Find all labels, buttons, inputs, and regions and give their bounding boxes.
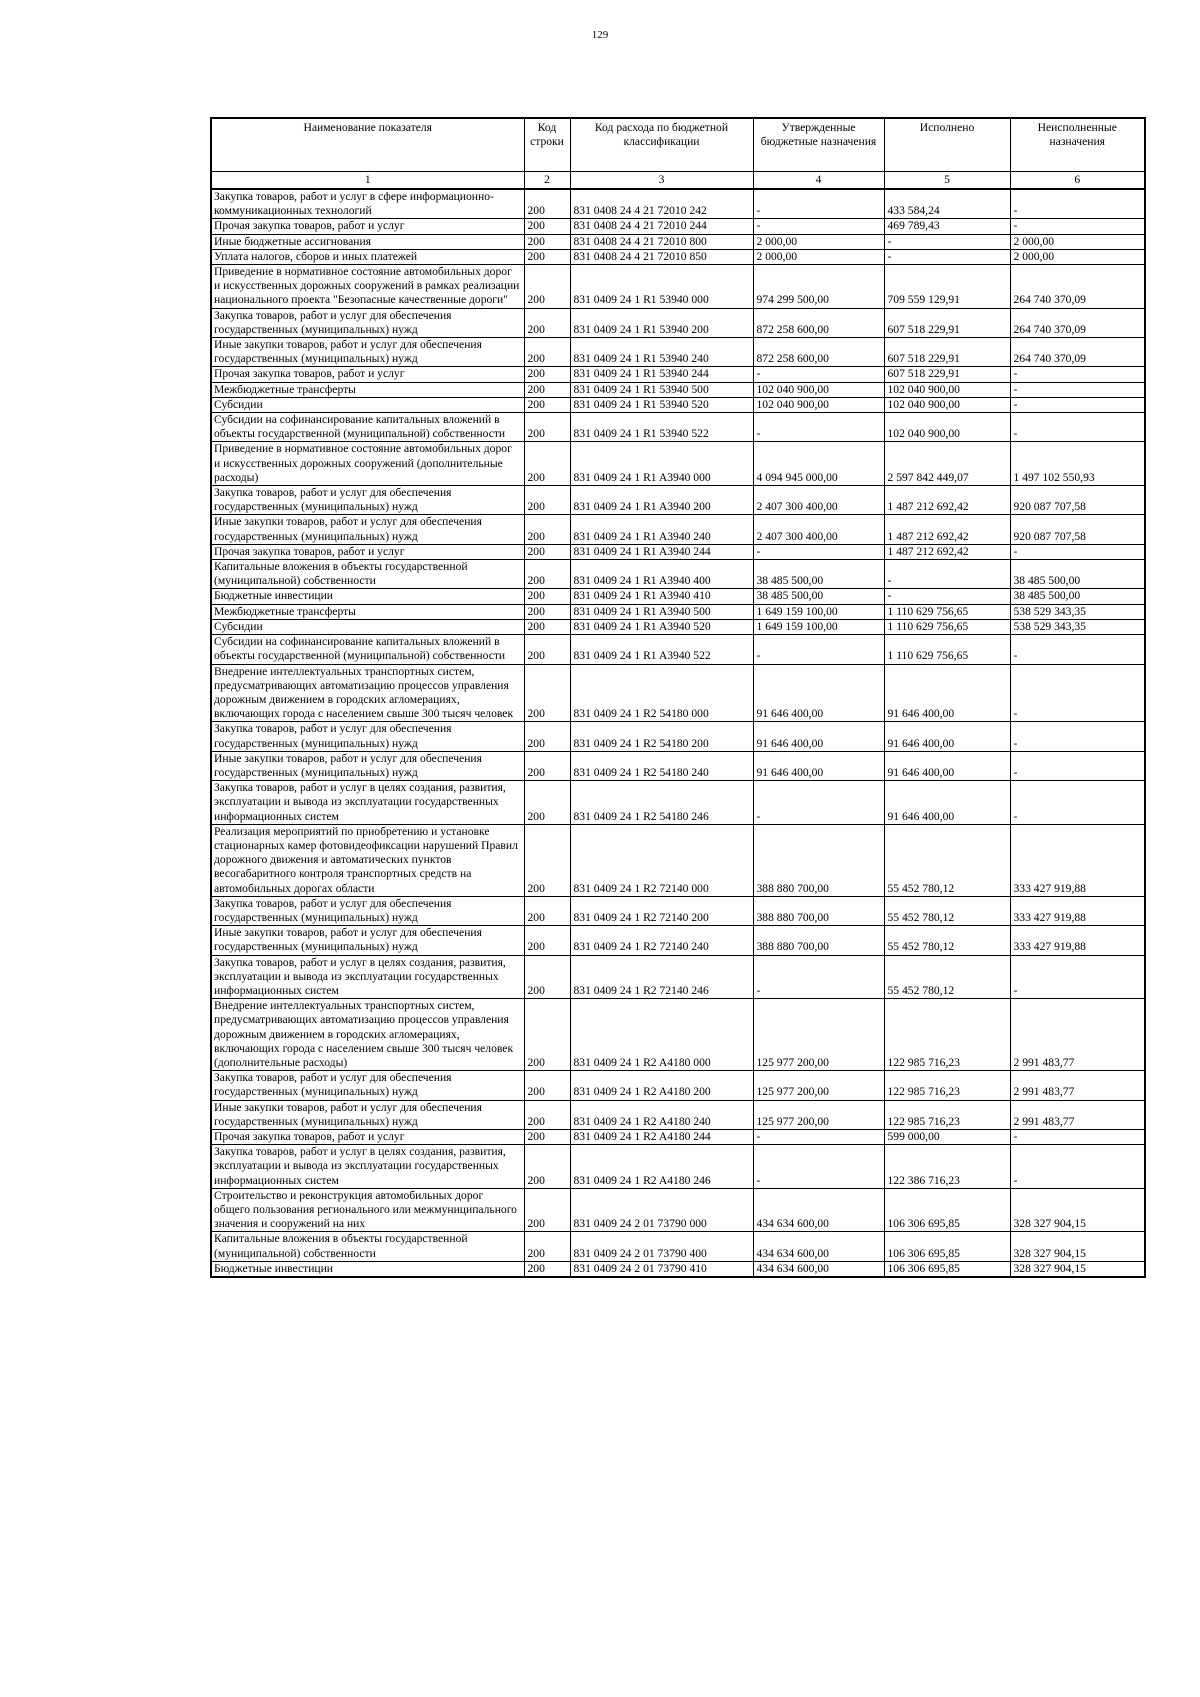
- row-code-cell: 831 0409 24 1 R2 A4180 200: [570, 1071, 753, 1100]
- row-executed-cell: 106 306 695,85: [884, 1232, 1010, 1261]
- row-code-cell: 831 0409 24 2 01 73790 400: [570, 1232, 753, 1261]
- table-row: [211, 1145, 1145, 1189]
- row-code-cell: 831 0409 24 1 R2 A4180 246: [570, 1145, 753, 1189]
- row-executed-cell: 55 452 780,12: [884, 955, 1010, 999]
- row-name-cell: Закупка товаров, работ и услуг в целях создания, развития, эксплуатации и вывода из эксплуатации государственных информационных систем: [211, 1145, 524, 1189]
- table-row: [211, 619, 1145, 634]
- row-name-cell: Иные закупки товаров, работ и услуг для обеспечения государственных (муниципальных) нужд: [211, 1100, 524, 1129]
- row-code-cell: 831 0409 24 1 R2 72140 000: [570, 824, 753, 896]
- row-line-cell: 200: [524, 1232, 570, 1261]
- table-row: [211, 442, 1145, 486]
- row-name-cell: Закупка товаров, работ и услуг для обеспечения государственных (муниципальных) нужд: [211, 1071, 524, 1100]
- row-line-cell: 200: [524, 722, 570, 751]
- row-unexecuted-cell: 538 529 343,35: [1010, 619, 1145, 634]
- row-approved-cell: 872 258 600,00: [753, 308, 884, 337]
- table-row: [211, 413, 1145, 442]
- row-code-cell: 831 0408 24 4 21 72010 244: [570, 219, 753, 234]
- row-executed-cell: 91 646 400,00: [884, 781, 1010, 825]
- header-unexecuted: Неисполненные назначения: [1010, 118, 1145, 172]
- row-unexecuted-cell: 333 427 919,88: [1010, 926, 1145, 955]
- budget-execution-table: [210, 117, 1146, 1278]
- row-unexecuted-cell: 920 087 707,58: [1010, 515, 1145, 544]
- row-line-cell: 200: [524, 560, 570, 589]
- row-line-cell: 200: [524, 955, 570, 999]
- row-line-cell: 200: [524, 189, 570, 219]
- row-unexecuted-cell: 2 991 483,77: [1010, 999, 1145, 1071]
- row-approved-cell: -: [753, 955, 884, 999]
- row-name-cell: Межбюджетные трансферты: [211, 382, 524, 397]
- row-unexecuted-cell: 2 991 483,77: [1010, 1100, 1145, 1129]
- row-executed-cell: 469 789,43: [884, 219, 1010, 234]
- row-unexecuted-cell: 1 497 102 550,93: [1010, 442, 1145, 486]
- header-expense-code: Код расхода по бюджетной классификации: [570, 118, 753, 172]
- row-unexecuted-cell: 333 427 919,88: [1010, 896, 1145, 925]
- row-executed-cell: 1 110 629 756,65: [884, 619, 1010, 634]
- row-name-cell: Приведение в нормативное состояние автомобильных дорог и искусственных дорожных сооружений в рамках реализации национального проекта "Безопасные качественные дороги": [211, 265, 524, 309]
- row-unexecuted-cell: -: [1010, 722, 1145, 751]
- row-unexecuted-cell: -: [1010, 413, 1145, 442]
- row-line-cell: 200: [524, 265, 570, 309]
- row-name-cell: Закупка товаров, работ и услуг для обеспечения государственных (муниципальных) нужд: [211, 486, 524, 515]
- row-line-cell: 200: [524, 486, 570, 515]
- row-code-cell: 831 0409 24 1 R2 72140 200: [570, 896, 753, 925]
- row-approved-cell: 125 977 200,00: [753, 1071, 884, 1100]
- row-executed-cell: -: [884, 560, 1010, 589]
- table-row: [211, 515, 1145, 544]
- row-name-cell: Закупка товаров, работ и услуг для обеспечения государственных (муниципальных) нужд: [211, 722, 524, 751]
- row-code-cell: 831 0409 24 2 01 73790 000: [570, 1188, 753, 1232]
- row-approved-cell: 125 977 200,00: [753, 1100, 884, 1129]
- row-name-cell: Прочая закупка товаров, работ и услуг: [211, 544, 524, 559]
- row-executed-cell: 607 518 229,91: [884, 338, 1010, 367]
- row-approved-cell: 974 299 500,00: [753, 265, 884, 309]
- table-row: [211, 589, 1145, 604]
- row-code-cell: 831 0409 24 1 R1 A3940 244: [570, 544, 753, 559]
- row-unexecuted-cell: 328 327 904,15: [1010, 1188, 1145, 1232]
- row-unexecuted-cell: 328 327 904,15: [1010, 1261, 1145, 1277]
- row-name-cell: Субсидии: [211, 397, 524, 412]
- row-executed-cell: 709 559 129,91: [884, 265, 1010, 309]
- row-executed-cell: 433 584,24: [884, 189, 1010, 219]
- table-row: [211, 265, 1145, 309]
- row-unexecuted-cell: -: [1010, 367, 1145, 382]
- table-row: [211, 1071, 1145, 1100]
- row-approved-cell: 434 634 600,00: [753, 1188, 884, 1232]
- row-executed-cell: 91 646 400,00: [884, 664, 1010, 722]
- row-line-cell: 200: [524, 896, 570, 925]
- row-line-cell: 200: [524, 413, 570, 442]
- row-unexecuted-cell: -: [1010, 544, 1145, 559]
- row-code-cell: 831 0409 24 1 R1 53940 240: [570, 338, 753, 367]
- header-row: [211, 118, 1145, 172]
- row-approved-cell: -: [753, 189, 884, 219]
- row-approved-cell: 2 407 300 400,00: [753, 515, 884, 544]
- row-line-cell: 200: [524, 1100, 570, 1129]
- row-unexecuted-cell: 538 529 343,35: [1010, 604, 1145, 619]
- row-code-cell: 831 0409 24 1 R2 54180 000: [570, 664, 753, 722]
- row-code-cell: 831 0409 24 1 R1 A3940 520: [570, 619, 753, 634]
- row-code-cell: 831 0409 24 2 01 73790 410: [570, 1261, 753, 1277]
- table-row: [211, 751, 1145, 780]
- row-approved-cell: 434 634 600,00: [753, 1232, 884, 1261]
- row-approved-cell: -: [753, 781, 884, 825]
- row-code-cell: 831 0409 24 1 R2 A4180 240: [570, 1100, 753, 1129]
- row-name-cell: Иные закупки товаров, работ и услуг для обеспечения государственных (муниципальных) нужд: [211, 926, 524, 955]
- page-number: 129: [591, 29, 609, 41]
- row-name-cell: Прочая закупка товаров, работ и услуг: [211, 1130, 524, 1145]
- row-executed-cell: 122 985 716,23: [884, 999, 1010, 1071]
- row-executed-cell: 106 306 695,85: [884, 1261, 1010, 1277]
- column-number: 4: [753, 172, 884, 190]
- row-executed-cell: -: [884, 589, 1010, 604]
- row-name-cell: Закупка товаров, работ и услуг для обеспечения государственных (муниципальных) нужд: [211, 308, 524, 337]
- row-executed-cell: 122 386 716,23: [884, 1145, 1010, 1189]
- row-line-cell: 200: [524, 1188, 570, 1232]
- row-line-cell: 200: [524, 442, 570, 486]
- row-unexecuted-cell: 2 000,00: [1010, 234, 1145, 249]
- row-code-cell: 831 0409 24 1 R1 53940 500: [570, 382, 753, 397]
- row-executed-cell: 1 110 629 756,65: [884, 604, 1010, 619]
- row-approved-cell: 91 646 400,00: [753, 722, 884, 751]
- row-line-cell: 200: [524, 781, 570, 825]
- row-line-cell: 200: [524, 824, 570, 896]
- row-executed-cell: 607 518 229,91: [884, 367, 1010, 382]
- table-row: [211, 824, 1145, 896]
- row-executed-cell: 1 487 212 692,42: [884, 486, 1010, 515]
- row-code-cell: 831 0408 24 4 21 72010 242: [570, 189, 753, 219]
- row-unexecuted-cell: -: [1010, 781, 1145, 825]
- row-name-cell: Внедрение интеллектуальных транспортных систем, предусматривающих автоматизацию процессов управления дорожным движением в городских агломерациях, включающих города с населением свыше 300 тысяч человек: [211, 664, 524, 722]
- row-line-cell: 200: [524, 999, 570, 1071]
- row-approved-cell: -: [753, 1145, 884, 1189]
- row-line-cell: 200: [524, 926, 570, 955]
- row-executed-cell: 55 452 780,12: [884, 824, 1010, 896]
- table-body: [211, 189, 1145, 1277]
- row-executed-cell: -: [884, 234, 1010, 249]
- row-name-cell: Строительство и реконструкция автомобильных дорог общего пользования регионального или межмуниципального значения и сооружений на них: [211, 1188, 524, 1232]
- row-approved-cell: 872 258 600,00: [753, 338, 884, 367]
- row-code-cell: 831 0409 24 1 R1 A3940 000: [570, 442, 753, 486]
- row-line-cell: 200: [524, 1130, 570, 1145]
- row-unexecuted-cell: 333 427 919,88: [1010, 824, 1145, 896]
- row-line-cell: 200: [524, 249, 570, 264]
- header-executed: Исполнено: [884, 118, 1010, 172]
- row-executed-cell: 91 646 400,00: [884, 751, 1010, 780]
- table-row: [211, 1130, 1145, 1145]
- row-name-cell: Внедрение интеллектуальных транспортных систем, предусматривающих автоматизацию процессов управления дорожным движением в городских агломерациях, включающих города с населением свыше 300 тысяч человек (дополнительные расходы): [211, 999, 524, 1071]
- column-number: 3: [570, 172, 753, 190]
- row-unexecuted-cell: -: [1010, 189, 1145, 219]
- row-name-cell: Иные закупки товаров, работ и услуг для обеспечения государственных (муниципальных) нужд: [211, 751, 524, 780]
- table-row: [211, 604, 1145, 619]
- row-executed-cell: 106 306 695,85: [884, 1188, 1010, 1232]
- row-code-cell: 831 0409 24 1 R1 53940 000: [570, 265, 753, 309]
- row-executed-cell: 1 110 629 756,65: [884, 635, 1010, 664]
- header-indicator-name: Наименование показателя: [211, 118, 524, 172]
- row-name-cell: Капитальные вложения в объекты государственной (муниципальной) собственности: [211, 560, 524, 589]
- row-approved-cell: 2 000,00: [753, 234, 884, 249]
- row-approved-cell: 91 646 400,00: [753, 751, 884, 780]
- row-code-cell: 831 0409 24 1 R1 53940 520: [570, 397, 753, 412]
- table-row: [211, 249, 1145, 264]
- row-unexecuted-cell: 328 327 904,15: [1010, 1232, 1145, 1261]
- row-unexecuted-cell: -: [1010, 751, 1145, 780]
- row-line-cell: 200: [524, 544, 570, 559]
- table-row: [211, 635, 1145, 664]
- row-line-cell: 200: [524, 751, 570, 780]
- table-row: [211, 219, 1145, 234]
- row-approved-cell: 102 040 900,00: [753, 397, 884, 412]
- table-row: [211, 1188, 1145, 1232]
- row-code-cell: 831 0409 24 1 R1 A3940 410: [570, 589, 753, 604]
- row-name-cell: Бюджетные инвестиции: [211, 1261, 524, 1277]
- row-executed-cell: 55 452 780,12: [884, 896, 1010, 925]
- header-approved: Утвержденные бюджетные назначения: [753, 118, 884, 172]
- row-name-cell: Капитальные вложения в объекты государственной (муниципальной) собственности: [211, 1232, 524, 1261]
- row-line-cell: 200: [524, 604, 570, 619]
- row-unexecuted-cell: -: [1010, 635, 1145, 664]
- row-code-cell: 831 0409 24 1 R1 A3940 400: [570, 560, 753, 589]
- row-line-cell: 200: [524, 1071, 570, 1100]
- row-unexecuted-cell: 264 740 370,09: [1010, 265, 1145, 309]
- row-name-cell: Прочая закупка товаров, работ и услуг: [211, 219, 524, 234]
- row-name-cell: Прочая закупка товаров, работ и услуг: [211, 367, 524, 382]
- row-approved-cell: -: [753, 635, 884, 664]
- column-number: 5: [884, 172, 1010, 190]
- table-row: [211, 382, 1145, 397]
- row-executed-cell: 102 040 900,00: [884, 413, 1010, 442]
- row-name-cell: Иные закупки товаров, работ и услуг для обеспечения государственных (муниципальных) нужд: [211, 338, 524, 367]
- table-row: [211, 926, 1145, 955]
- row-name-cell: Закупка товаров, работ и услуг в сфере информационно-коммуникационных технологий: [211, 189, 524, 219]
- row-name-cell: Приведение в нормативное состояние автомобильных дорог и искусственных дорожных сооружений (дополнительные расходы): [211, 442, 524, 486]
- row-code-cell: 831 0409 24 1 R2 54180 200: [570, 722, 753, 751]
- row-approved-cell: -: [753, 367, 884, 382]
- row-executed-cell: 1 487 212 692,42: [884, 544, 1010, 559]
- row-code-cell: 831 0409 24 1 R2 A4180 244: [570, 1130, 753, 1145]
- column-number: 2: [524, 172, 570, 190]
- row-name-cell: Иные бюджетные ассигнования: [211, 234, 524, 249]
- row-code-cell: 831 0408 24 4 21 72010 850: [570, 249, 753, 264]
- row-line-cell: 200: [524, 1261, 570, 1277]
- row-approved-cell: 1 649 159 100,00: [753, 619, 884, 634]
- row-name-cell: Межбюджетные трансферты: [211, 604, 524, 619]
- row-name-cell: Субсидии на софинансирование капитальных вложений в объекты государственной (муниципальной) собственности: [211, 413, 524, 442]
- row-code-cell: 831 0409 24 1 R2 54180 246: [570, 781, 753, 825]
- row-approved-cell: 388 880 700,00: [753, 896, 884, 925]
- table-row: [211, 189, 1145, 219]
- row-approved-cell: -: [753, 413, 884, 442]
- row-line-cell: 200: [524, 664, 570, 722]
- row-executed-cell: 2 597 842 449,07: [884, 442, 1010, 486]
- row-code-cell: 831 0409 24 1 R2 72140 240: [570, 926, 753, 955]
- row-approved-cell: 434 634 600,00: [753, 1261, 884, 1277]
- row-unexecuted-cell: -: [1010, 382, 1145, 397]
- table-row: [211, 1232, 1145, 1261]
- row-unexecuted-cell: 264 740 370,09: [1010, 308, 1145, 337]
- row-line-cell: 200: [524, 219, 570, 234]
- row-line-cell: 200: [524, 397, 570, 412]
- row-executed-cell: 102 040 900,00: [884, 397, 1010, 412]
- row-unexecuted-cell: -: [1010, 1130, 1145, 1145]
- table-row: [211, 367, 1145, 382]
- row-executed-cell: 599 000,00: [884, 1130, 1010, 1145]
- row-name-cell: Иные закупки товаров, работ и услуг для обеспечения государственных (муниципальных) нужд: [211, 515, 524, 544]
- row-line-cell: 200: [524, 1145, 570, 1189]
- row-unexecuted-cell: -: [1010, 664, 1145, 722]
- table-row: [211, 781, 1145, 825]
- row-executed-cell: 122 985 716,23: [884, 1071, 1010, 1100]
- row-name-cell: Закупка товаров, работ и услуг в целях создания, развития, эксплуатации и вывода из эксплуатации государственных информационных систем: [211, 781, 524, 825]
- table-row: [211, 234, 1145, 249]
- row-code-cell: 831 0409 24 1 R1 A3940 522: [570, 635, 753, 664]
- row-approved-cell: -: [753, 219, 884, 234]
- row-unexecuted-cell: 2 991 483,77: [1010, 1071, 1145, 1100]
- row-line-cell: 200: [524, 234, 570, 249]
- table-row: [211, 999, 1145, 1071]
- table-row: [211, 544, 1145, 559]
- row-name-cell: Бюджетные инвестиции: [211, 589, 524, 604]
- row-line-cell: 200: [524, 382, 570, 397]
- column-number: 1: [211, 172, 524, 190]
- row-approved-cell: 2 000,00: [753, 249, 884, 264]
- table-row: [211, 664, 1145, 722]
- row-code-cell: 831 0409 24 1 R2 54180 240: [570, 751, 753, 780]
- row-line-cell: 200: [524, 367, 570, 382]
- row-executed-cell: 91 646 400,00: [884, 722, 1010, 751]
- row-approved-cell: 2 407 300 400,00: [753, 486, 884, 515]
- table-row: [211, 955, 1145, 999]
- row-approved-cell: 102 040 900,00: [753, 382, 884, 397]
- table-row: [211, 560, 1145, 589]
- table-row: [211, 722, 1145, 751]
- row-name-cell: Закупка товаров, работ и услуг в целях создания, развития, эксплуатации и вывода из эксплуатации государственных информационных систем: [211, 955, 524, 999]
- row-executed-cell: 55 452 780,12: [884, 926, 1010, 955]
- row-code-cell: 831 0409 24 1 R2 72140 246: [570, 955, 753, 999]
- row-code-cell: 831 0409 24 1 R1 A3940 240: [570, 515, 753, 544]
- row-executed-cell: 122 985 716,23: [884, 1100, 1010, 1129]
- table-row: [211, 1100, 1145, 1129]
- row-unexecuted-cell: 920 087 707,58: [1010, 486, 1145, 515]
- row-executed-cell: 607 518 229,91: [884, 308, 1010, 337]
- row-executed-cell: 102 040 900,00: [884, 382, 1010, 397]
- row-approved-cell: -: [753, 1130, 884, 1145]
- table-row: [211, 486, 1145, 515]
- row-name-cell: Закупка товаров, работ и услуг для обеспечения государственных (муниципальных) нужд: [211, 896, 524, 925]
- row-unexecuted-cell: -: [1010, 955, 1145, 999]
- row-approved-cell: 91 646 400,00: [753, 664, 884, 722]
- row-unexecuted-cell: 38 485 500,00: [1010, 560, 1145, 589]
- row-code-cell: 831 0409 24 1 R1 53940 522: [570, 413, 753, 442]
- row-name-cell: Субсидии: [211, 619, 524, 634]
- row-name-cell: Реализация мероприятий по приобретению и установке стационарных камер фотовидеофиксации нарушений Правил дорожного движения и автоматических пунктов весогабаритного контроля транспортных средств на автомобильных дорогах области: [211, 824, 524, 896]
- row-unexecuted-cell: 38 485 500,00: [1010, 589, 1145, 604]
- row-approved-cell: 38 485 500,00: [753, 560, 884, 589]
- header-line-code: Код строки: [524, 118, 570, 172]
- table-row: [211, 338, 1145, 367]
- row-approved-cell: 388 880 700,00: [753, 926, 884, 955]
- row-executed-cell: -: [884, 249, 1010, 264]
- row-code-cell: 831 0408 24 4 21 72010 800: [570, 234, 753, 249]
- row-line-cell: 200: [524, 338, 570, 367]
- row-approved-cell: 1 649 159 100,00: [753, 604, 884, 619]
- row-name-cell: Субсидии на софинансирование капитальных вложений в объекты государственной (муниципальной) собственности: [211, 635, 524, 664]
- row-approved-cell: 388 880 700,00: [753, 824, 884, 896]
- table-row: [211, 1261, 1145, 1277]
- row-line-cell: 200: [524, 619, 570, 634]
- row-code-cell: 831 0409 24 1 R1 53940 200: [570, 308, 753, 337]
- row-approved-cell: 125 977 200,00: [753, 999, 884, 1071]
- row-code-cell: 831 0409 24 1 R2 A4180 000: [570, 999, 753, 1071]
- row-line-cell: 200: [524, 589, 570, 604]
- table-row: [211, 896, 1145, 925]
- row-code-cell: 831 0409 24 1 R1 A3940 500: [570, 604, 753, 619]
- table-row: [211, 397, 1145, 412]
- row-line-cell: 200: [524, 308, 570, 337]
- row-line-cell: 200: [524, 515, 570, 544]
- row-code-cell: 831 0409 24 1 R1 53940 244: [570, 367, 753, 382]
- row-unexecuted-cell: -: [1010, 219, 1145, 234]
- row-executed-cell: 1 487 212 692,42: [884, 515, 1010, 544]
- row-unexecuted-cell: 2 000,00: [1010, 249, 1145, 264]
- column-number-row: [211, 172, 1145, 190]
- row-name-cell: Уплата налогов, сборов и иных платежей: [211, 249, 524, 264]
- row-line-cell: 200: [524, 635, 570, 664]
- row-approved-cell: -: [753, 544, 884, 559]
- row-code-cell: 831 0409 24 1 R1 A3940 200: [570, 486, 753, 515]
- row-approved-cell: 4 094 945 000,00: [753, 442, 884, 486]
- row-unexecuted-cell: 264 740 370,09: [1010, 338, 1145, 367]
- row-approved-cell: 38 485 500,00: [753, 589, 884, 604]
- row-unexecuted-cell: -: [1010, 1145, 1145, 1189]
- row-unexecuted-cell: -: [1010, 397, 1145, 412]
- table-row: [211, 308, 1145, 337]
- column-number: 6: [1010, 172, 1145, 190]
